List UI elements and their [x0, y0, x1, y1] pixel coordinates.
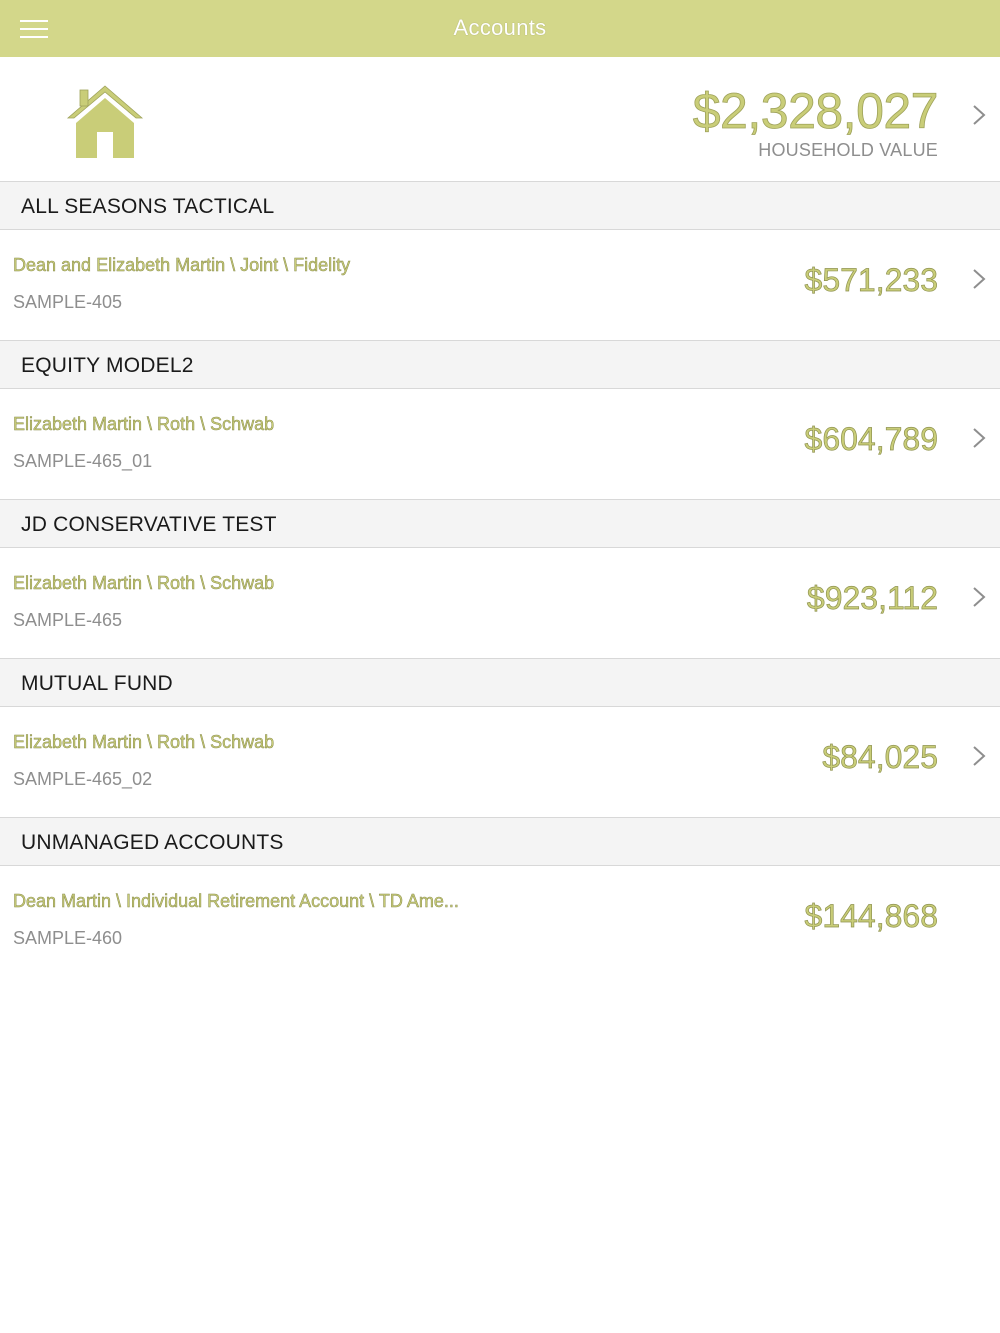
account-row[interactable]: [0, 548, 1000, 659]
house-icon: [66, 82, 144, 160]
account-id: SAMPLE-465_01: [13, 451, 153, 471]
chevron-right-icon: [972, 104, 986, 126]
account-value: $604,789: [804, 421, 938, 457]
account-name: Dean and Elizabeth Martin \ Joint \ Fidelity: [13, 255, 351, 275]
chevron-right-icon: [972, 586, 986, 608]
section-title: JD CONSERVATIVE TEST: [21, 513, 277, 536]
section-header-mutual-fund: [0, 659, 1000, 707]
top-nav-bar: [0, 0, 1000, 57]
section-title: UNMANAGED ACCOUNTS: [21, 831, 284, 854]
section-header-jd-conservative-test: [0, 500, 1000, 548]
account-row[interactable]: [0, 866, 1000, 977]
account-value: $84,025: [822, 739, 938, 775]
account-value: $144,868: [804, 898, 938, 934]
account-name: Elizabeth Martin \ Roth \ Schwab: [13, 573, 275, 593]
account-id: SAMPLE-465: [13, 610, 123, 630]
account-name: Elizabeth Martin \ Roth \ Schwab: [13, 414, 275, 434]
household-value: $2,328,027: [692, 83, 938, 139]
section-title: ALL SEASONS TACTICAL: [21, 195, 275, 218]
account-id: SAMPLE-465_02: [13, 769, 153, 789]
account-id: SAMPLE-460: [13, 928, 123, 948]
account-row[interactable]: [0, 707, 1000, 818]
section-title: MUTUAL FUND: [21, 672, 173, 695]
chevron-right-icon: [972, 268, 986, 290]
account-name: Dean Martin \ Individual Retirement Account \ TD Ame...: [13, 891, 459, 911]
account-value: $571,233: [804, 262, 938, 298]
section-header-all-seasons-tactical: [0, 182, 1000, 230]
account-value: $923,112: [806, 580, 938, 616]
account-row[interactable]: [0, 389, 1000, 500]
household-summary-row[interactable]: [0, 57, 1000, 182]
section-header-equity-model2: [0, 341, 1000, 389]
section-title: EQUITY MODEL2: [21, 354, 194, 377]
account-row[interactable]: [0, 230, 1000, 341]
chevron-right-icon: [972, 427, 986, 449]
account-name: Elizabeth Martin \ Roth \ Schwab: [13, 732, 275, 752]
account-id: SAMPLE-405: [13, 292, 123, 312]
section-header-unmanaged-accounts: [0, 818, 1000, 866]
household-value-label: HOUSEHOLD VALUE: [758, 140, 938, 160]
chevron-right-icon: [972, 745, 986, 767]
page-title: Accounts: [453, 15, 547, 40]
